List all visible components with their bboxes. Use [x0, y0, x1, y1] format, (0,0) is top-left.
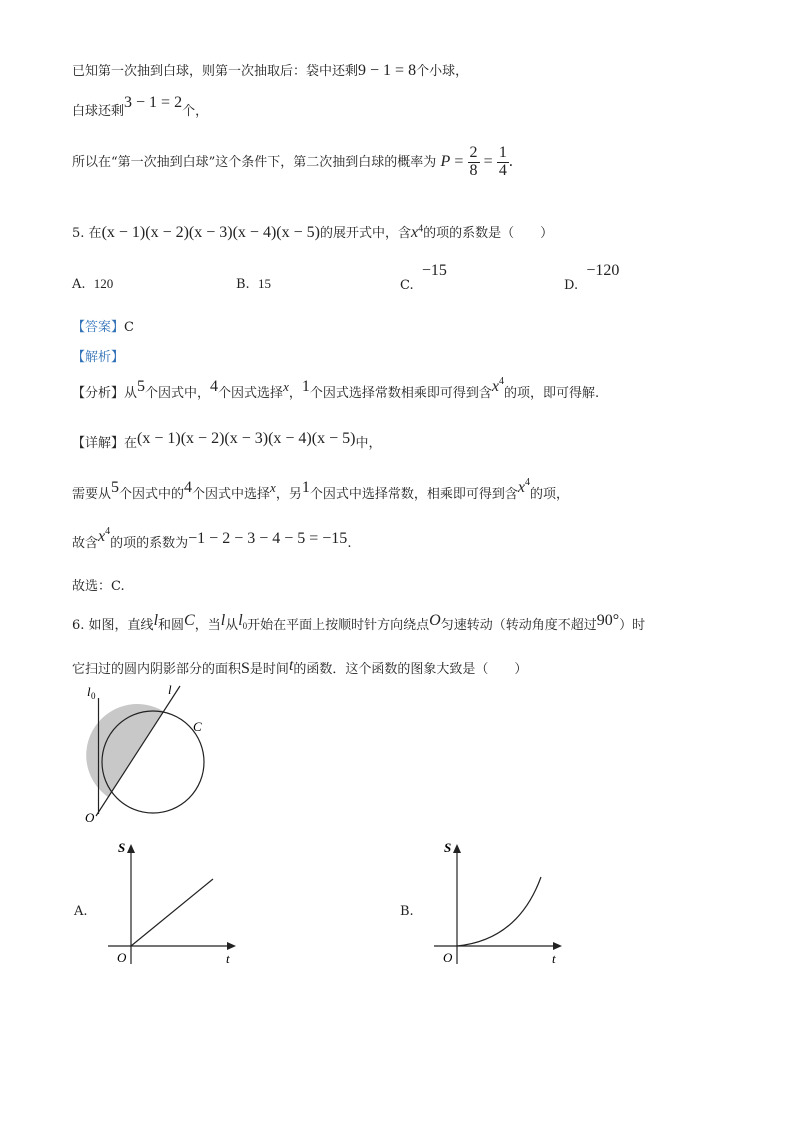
svg-text:O: O — [117, 950, 127, 965]
label-l: l — [168, 682, 172, 697]
graph-b-label: B. — [400, 904, 414, 919]
y-arrow — [453, 844, 461, 853]
prev-line-3 — [72, 145, 513, 180]
text: 在 — [88, 226, 102, 241]
answer-tag: 【答案】 — [72, 320, 125, 335]
text: 已知第一次抽到白球，则第一次抽取后：袋中还剩 — [72, 64, 359, 79]
analysis-line — [72, 346, 124, 365]
math-op: = — [483, 152, 493, 170]
math-expr: (x − 1)(x − 2)(x − 3)(x − 4)(x − 5) — [101, 224, 320, 241]
label-l0-sub: 0 — [91, 691, 96, 701]
fenxi-line: 【分析】从5个因式中，4个因式选择x，1个因式选择常数相乘即可得到含$x^4$的项，即可得解. — [72, 375, 600, 401]
xiangjie-line-1: 【详解】在(x − 1)(x − 2)(x − 3)(x − 4)(x − 5)中， — [72, 430, 382, 451]
x-arrow — [227, 942, 236, 950]
option-b: B. 15 — [236, 276, 271, 292]
math-exp: 4 — [418, 223, 424, 235]
svg-text:O: O — [443, 950, 453, 965]
xiangjie-line-2: 需要从5个因式中的4个因式中选择x，另1个因式中选择常数，相乘即可得到含$x^4$的项， — [72, 476, 569, 502]
math-var: x — [410, 224, 419, 241]
svg-text:t: t — [552, 951, 556, 966]
text: 的项的系数是（ ） — [423, 226, 554, 241]
label-o: O — [85, 810, 95, 825]
q6-line-2: 它扫过的圆内阴影部分的面积S是时间t的函数．这个函数的图象大致是（ ） — [72, 657, 528, 677]
q6-line-1: 6. 如图，直线l和圆C，当l从$l_0$开始在平面上按顺时针方向绕点O匀速转动（转动角度不超过90°）时 — [72, 612, 646, 633]
graph-a-line — [131, 879, 213, 946]
fenxi-tag: 【分析】 — [72, 386, 125, 401]
math-var: P — [440, 152, 451, 170]
svg-text:t: t — [226, 951, 230, 966]
math-expr: 3 − 1 = 2 — [124, 94, 183, 111]
option-d: D. −120 — [564, 262, 620, 293]
text: 的展开式中，含 — [319, 226, 411, 241]
answer: C — [124, 320, 134, 335]
xiangjie-line-3: 故含$x^4$的项的系数为−1 − 2 − 3 − 4 − 5 = −15. — [72, 525, 352, 551]
circle-figure — [70, 678, 220, 828]
prev-line-2 — [72, 94, 209, 120]
shaded-region — [86, 704, 163, 797]
graph-a — [100, 836, 250, 966]
math-expr: 9 − 1 = 8 — [358, 62, 417, 79]
label-l0: l — [87, 684, 91, 699]
option-c: C. −15 — [400, 262, 447, 293]
choose-line: 故选：C. — [72, 579, 125, 594]
xiangjie-tag: 【详解】 — [72, 436, 125, 451]
math-op: = — [454, 152, 464, 170]
option-a: A. 120 — [72, 276, 114, 292]
y-arrow — [127, 844, 135, 853]
fraction: $\frac{2}{8}$ — [469, 144, 478, 179]
label-c: C — [193, 719, 202, 734]
graph-b-curve — [457, 877, 541, 946]
graph-b — [428, 836, 578, 966]
svg-text:S: S — [118, 840, 126, 855]
math-op: . — [508, 152, 513, 170]
question-number: 5. — [72, 226, 85, 241]
prev-line-1 — [72, 60, 468, 80]
text: 个， — [182, 104, 209, 119]
q5-stem — [72, 222, 553, 242]
text: 个小球， — [416, 64, 469, 79]
answer-line — [72, 316, 134, 335]
svg-text:S: S — [444, 840, 452, 855]
graph-a-label: A. — [74, 904, 88, 919]
fraction: $\frac{1}{4}$ — [498, 144, 507, 179]
text: 白球还剩 — [72, 104, 125, 119]
text: 所以在“第一次抽到白球”这个条件下，第二次抽到白球的概率为 — [72, 154, 437, 170]
analysis-tag: 【解析】 — [72, 350, 125, 365]
question-number: 6. — [72, 618, 85, 633]
x-arrow — [553, 942, 562, 950]
